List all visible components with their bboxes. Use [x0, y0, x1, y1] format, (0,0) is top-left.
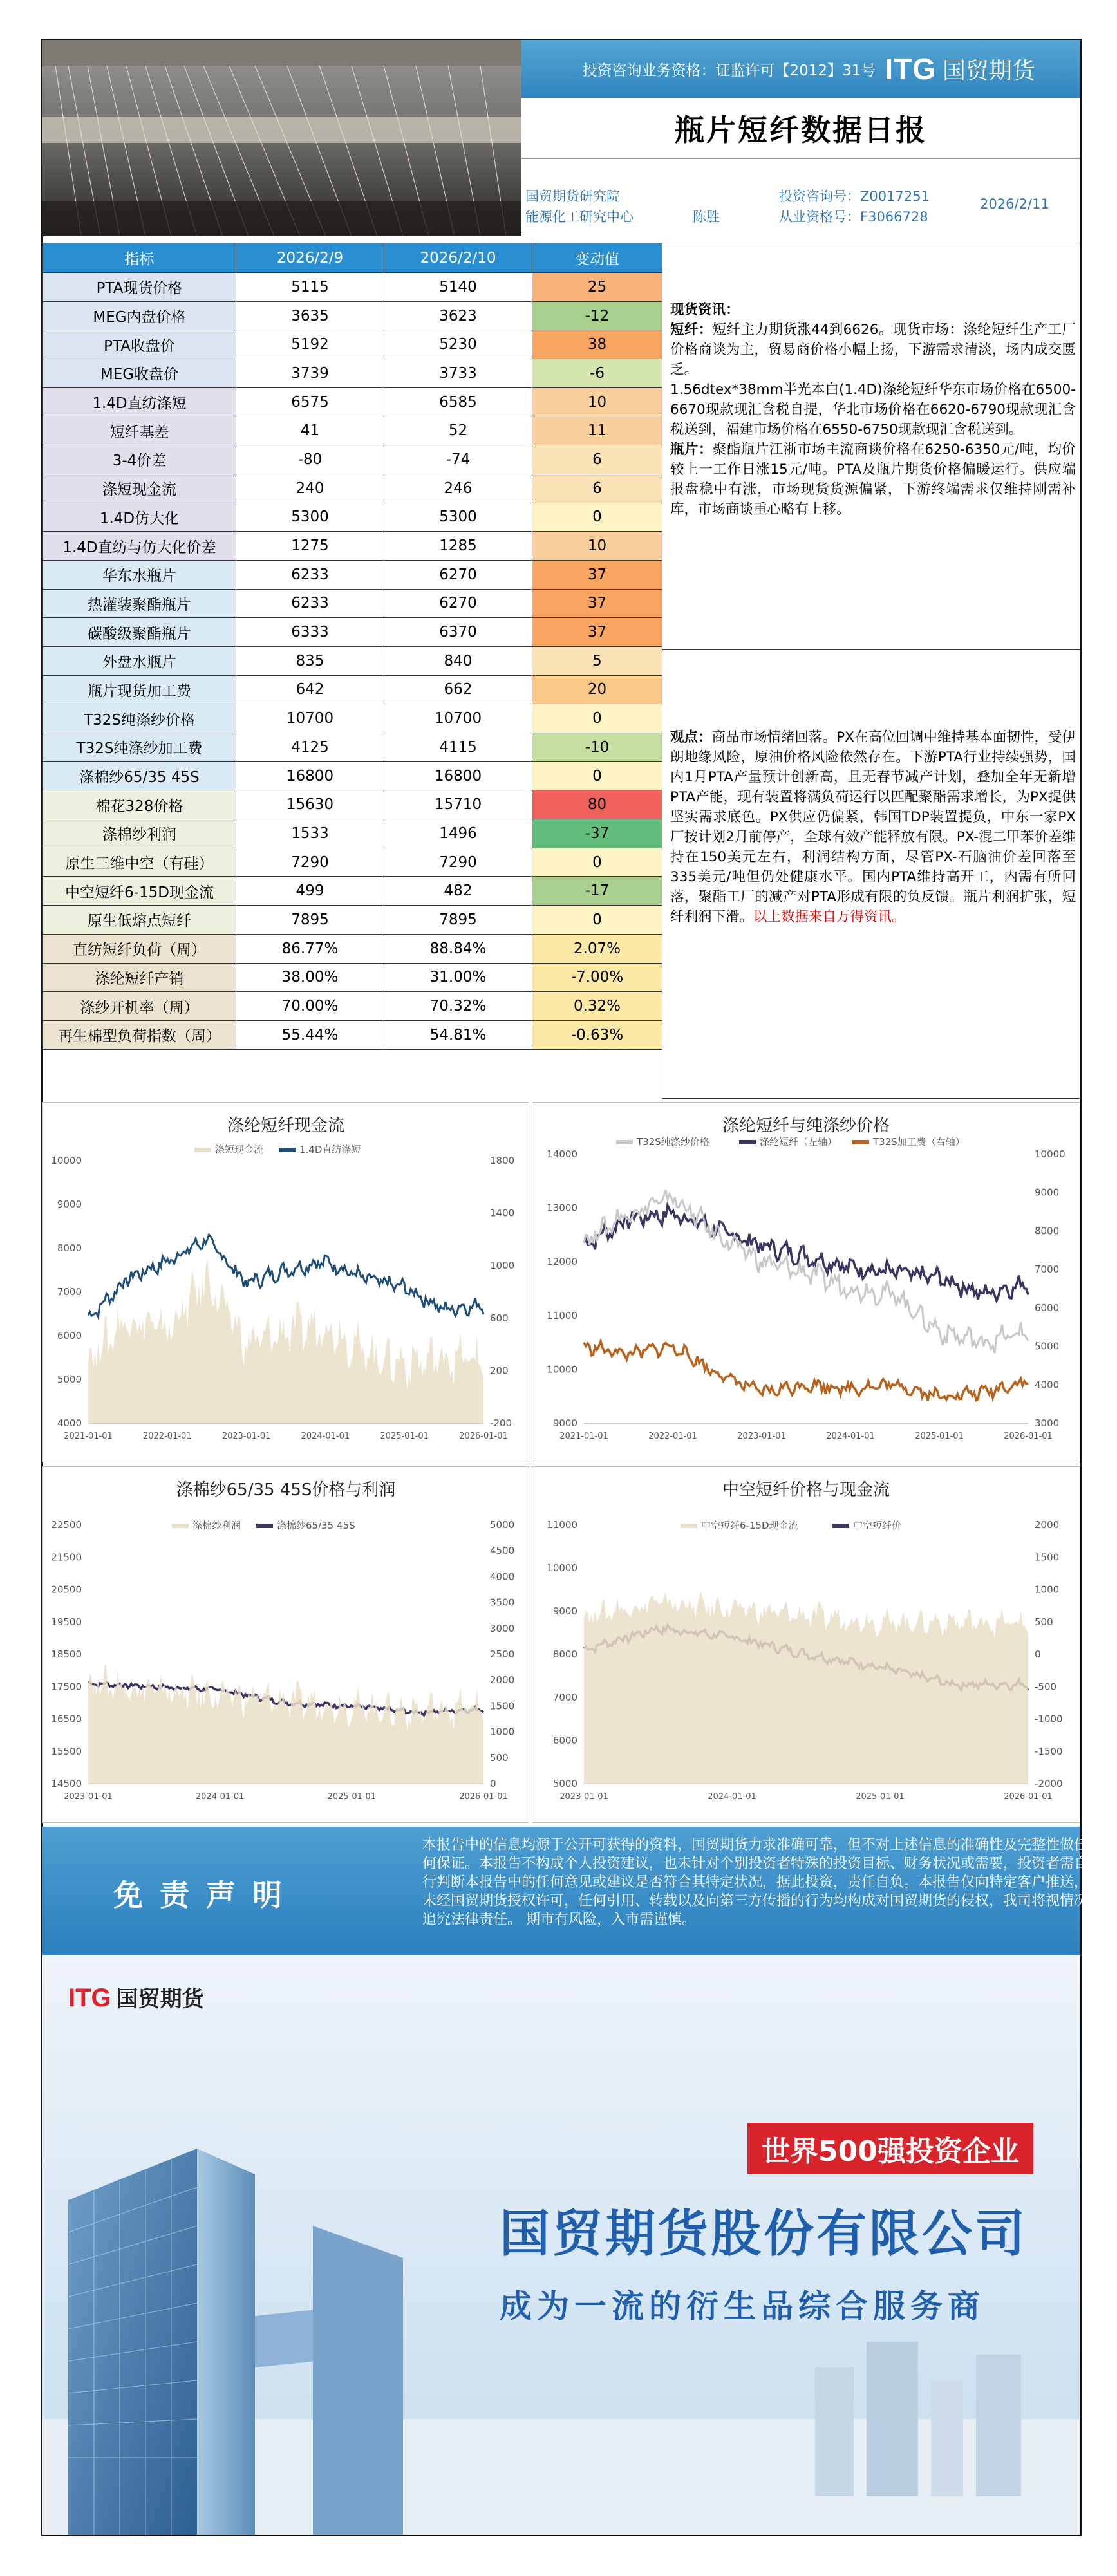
table-row	[43, 273, 662, 302]
table-row	[43, 848, 662, 877]
loom-image	[42, 40, 521, 236]
table-row	[43, 646, 662, 675]
right-tick-label: 1500	[490, 1700, 515, 1712]
row-name: 原生三维中空（有硅）	[43, 848, 236, 877]
legend-label: 涤棉纱利润	[192, 1520, 241, 1531]
row-change: 38	[532, 330, 662, 359]
row-value-date1: 3635	[236, 301, 384, 330]
left-tick-label: 21500	[51, 1551, 82, 1563]
table-header-row	[43, 243, 662, 273]
row-name: 热灌装聚酯瓶片	[43, 589, 236, 618]
row-value-date1: 38.00%	[236, 963, 384, 992]
left-tick-label: 9000	[57, 1199, 82, 1210]
header-date-2: 2026/2/10	[384, 243, 532, 273]
legend-label: 涤纶短纤（左轴）	[760, 1136, 838, 1148]
table-row	[43, 330, 662, 359]
row-value-date1: 16800	[236, 761, 384, 790]
row-value-date1: -80	[236, 445, 384, 474]
row-value-date2: 54.81%	[384, 1020, 532, 1049]
row-change: 0	[532, 761, 662, 790]
legend-label: 1.4D直纺涤短	[299, 1144, 361, 1155]
left-tick-label: 14000	[547, 1148, 577, 1160]
right-tick-label: 2500	[490, 1648, 515, 1660]
disclaimer-title: 免责声明	[113, 1878, 299, 1912]
view-commentary	[662, 649, 1080, 1099]
row-value-date2: 7290	[384, 848, 532, 877]
row-value-date1: 240	[236, 474, 384, 503]
left-tick-label: 6000	[57, 1330, 82, 1341]
left-tick-label: 17500	[51, 1681, 82, 1693]
table-row	[43, 503, 662, 532]
x-tick-label: 2023-01-01	[64, 1792, 113, 1802]
row-value-date1: 3739	[236, 359, 384, 388]
right-tick-label: 1400	[490, 1207, 515, 1219]
left-tick-label: 10000	[547, 1363, 577, 1376]
x-tick-label: 2026-01-01	[459, 1432, 508, 1441]
right-tick-label: -1000	[1035, 1713, 1063, 1725]
right-tick-label: 600	[490, 1312, 509, 1324]
footer-logo	[68, 1981, 204, 2013]
right-tick-label: 1000	[1035, 1583, 1060, 1596]
left-tick-label: 11000	[547, 1519, 577, 1531]
row-value-date2: 6270	[384, 560, 532, 589]
right-tick-label: 9000	[1035, 1186, 1060, 1199]
disclaimer-text: 本报告中的信息均源于公开可获得的资料，国贸期货力求准确可靠，但不对上述信息的准确性及完整性做任何保证。本报告不构成个人投资建议，也未针对个别投资者特殊的投资目标、财务状况或需要，投资者需自行判断本报告中的任何意见或建议是否符合其特定状况，据此投资，责任自负。本报告仅向特定客户推送，未经国贸期货授权许可，任何引用、转载以及向第三方传播的行为均构成对国贸期货的侵权，我司将视情况追究法律责任。 期市有风险，入市需谨慎。	[422, 1837, 1089, 1928]
left-tick-label: 4000	[57, 1417, 82, 1429]
itg-logo: ITG	[885, 52, 936, 86]
row-change: 0	[532, 503, 662, 532]
row-value-date1: 4125	[236, 733, 384, 762]
right-tick-label: 1800	[490, 1155, 515, 1166]
spot-title: 现货资讯：	[670, 302, 740, 318]
staple-text-2: 1.56dtex*38mm半光本白(1.4D)涤纶短纤华东市场价格在6500-6670现款现汇含税自提，华北市场价格在6620-6790现款现汇含税送到，福建市场价格在6550-6750现款现汇含税送到。	[670, 382, 1076, 438]
header-change: 变动值	[532, 243, 662, 273]
x-tick-label: 2022-01-01	[143, 1432, 192, 1441]
left-tick-label: 8000	[57, 1242, 82, 1254]
x-tick-label: 2024-01-01	[195, 1792, 245, 1802]
row-change: 6	[532, 445, 662, 474]
license-text: 投资咨询业务资格：证监许可【2012】31号	[582, 62, 876, 79]
row-value-date2: 7895	[384, 906, 532, 935]
table-row	[43, 618, 662, 647]
row-name: 3-4价差	[43, 445, 236, 474]
row-name: MEG收盘价	[43, 359, 236, 388]
chart-title: 涤棉纱65/35 45S价格与利润	[176, 1480, 396, 1500]
table-row	[43, 877, 662, 906]
left-tick-label: 8000	[552, 1648, 577, 1660]
legend-label: 中空短纤6-15D现金流	[701, 1520, 798, 1531]
legend-swatch	[739, 1140, 756, 1144]
itg-logo-cn: 国贸期货	[942, 57, 1035, 84]
row-name: T32S纯涤纱加工费	[43, 733, 236, 762]
left-tick-label: 12000	[547, 1256, 577, 1268]
table-row	[43, 963, 662, 992]
row-value-date2: 70.32%	[384, 992, 532, 1021]
x-tick-label: 2025-01-01	[327, 1792, 377, 1802]
table-row	[43, 532, 662, 561]
row-name: 1.4D直纺涤短	[43, 387, 236, 416]
row-name: 华东水瓶片	[43, 560, 236, 589]
row-name: 涤纱开机率（周）	[43, 992, 236, 1021]
legend-swatch	[172, 1524, 189, 1528]
row-name: 涤棉纱65/35 45S	[43, 761, 236, 790]
row-name: 涤棉纱利润	[43, 819, 236, 848]
row-change: 10	[532, 387, 662, 416]
chart-svg	[532, 1103, 1080, 1462]
left-tick-label: 19500	[51, 1616, 82, 1628]
right-tick-label: 4000	[1035, 1379, 1060, 1391]
row-change: 20	[532, 675, 662, 704]
table-row	[43, 560, 662, 589]
row-value-date1: 15630	[236, 790, 384, 819]
area-series-1	[88, 1259, 483, 1423]
row-value-date1: 1275	[236, 532, 384, 561]
left-tick-label: 6000	[552, 1735, 577, 1746]
right-tick-label: 5000	[1035, 1340, 1060, 1352]
row-name: 1.4D仿大化	[43, 503, 236, 532]
table-row	[43, 790, 662, 819]
row-name: 瓶片现货加工费	[43, 675, 236, 704]
table-row	[43, 301, 662, 330]
bottle-label: 瓶片：	[670, 442, 713, 458]
row-name: 中空短纤6-15D现金流	[43, 877, 236, 906]
row-value-date2: 3623	[384, 301, 532, 330]
row-value-date1: 10700	[236, 704, 384, 733]
table-row	[43, 359, 662, 388]
row-change: 80	[532, 790, 662, 819]
x-tick-label: 2026-01-01	[1004, 1432, 1053, 1441]
row-change: 0	[532, 704, 662, 733]
row-change: 37	[532, 589, 662, 618]
indicator-table	[42, 243, 662, 1050]
right-tick-label: 200	[490, 1365, 509, 1377]
view-text: 商品市场情绪回落。PX在高位回调中维持基本面韧性，受伊朗地缘风险，原油价格风险依然存在。下游PTA行业持续强势，国内1月PTA产量预计创新高，且无春节减产计划，叠加全年无新增PTA产能，现有装置将满负荷运行以匹配聚酯需求增长，为PX提供坚实需求底色。PX供应仍偏紧，韩国TDP装置提负，中东一家PX厂按计划2月前停产，全球有效产能释放有限。PX-混二甲苯价差维持在150美元左右，利润结构方面，尽管PX-石脑油价差回落至335美元/吨但仍处健康水平。国内PTA维持高开工，内需有所回落，聚酯工厂的减产对PTA形成有限的负反馈。瓶片利润扩张，短纤利润下滑。	[670, 729, 1076, 925]
table-row	[43, 934, 662, 963]
row-value-date2: 482	[384, 877, 532, 906]
legend-swatch	[681, 1524, 697, 1528]
header-date-1: 2026/2/9	[236, 243, 384, 273]
table-row	[43, 992, 662, 1021]
right-tick-label: 1000	[490, 1726, 515, 1738]
row-change: -17	[532, 877, 662, 906]
company-name: 国贸期货股份有限公司	[500, 2205, 1028, 2263]
consult-number: 投资咨询号：Z0017251	[779, 189, 930, 204]
legend-label: 涤棉纱65/35 45S	[277, 1520, 355, 1531]
row-value-date2: 662	[384, 675, 532, 704]
table-row	[43, 761, 662, 790]
x-tick-label: 2022-01-01	[648, 1432, 697, 1441]
table-row	[43, 704, 662, 733]
row-value-date1: 6333	[236, 618, 384, 647]
row-value-date2: 6270	[384, 589, 532, 618]
x-tick-label: 2026-01-01	[459, 1792, 508, 1802]
left-tick-label: 10000	[51, 1155, 82, 1166]
x-tick-label: 2024-01-01	[301, 1432, 350, 1441]
right-tick-label: 3500	[490, 1596, 515, 1609]
legend-label: 中空短纤价	[853, 1520, 902, 1531]
left-tick-label: 5000	[552, 1778, 577, 1789]
disclaimer-bar	[42, 1827, 1089, 1955]
practice-number: 从业资格号：F3066728	[779, 209, 928, 225]
legend-swatch	[852, 1140, 869, 1144]
row-change: -7.00%	[532, 963, 662, 992]
row-name: PTA收盘价	[43, 330, 236, 359]
chart-staple-yarn-price	[532, 1102, 1080, 1462]
row-name: 1.4D直纺与仿大化价差	[43, 532, 236, 561]
legend-label: T32S加工费（右轴）	[873, 1136, 965, 1148]
row-change: 2.07%	[532, 934, 662, 963]
left-tick-label: 14500	[51, 1778, 82, 1789]
row-value-date2: 840	[384, 646, 532, 675]
header-photo	[42, 40, 521, 236]
row-value-date2: 6585	[384, 387, 532, 416]
row-value-date2: -74	[384, 445, 532, 474]
staple-text: 短纤主力期货涨44到6626。现货市场：涤纶短纤生产工厂价格商谈为主，贸易商价格小幅上扬，下游需求清淡，场内成交匮乏。	[670, 322, 1076, 378]
legend-swatch	[256, 1524, 273, 1528]
right-tick-label: -500	[1035, 1681, 1057, 1693]
table-row	[43, 906, 662, 935]
row-change: 0	[532, 848, 662, 877]
row-name: PTA现货价格	[43, 273, 236, 302]
row-value-date1: 7290	[236, 848, 384, 877]
row-value-date1: 6575	[236, 387, 384, 416]
row-value-date1: 642	[236, 675, 384, 704]
row-value-date2: 3733	[384, 359, 532, 388]
left-tick-label: 7000	[552, 1692, 577, 1703]
left-tick-label: 10000	[547, 1562, 577, 1574]
x-tick-label: 2024-01-01	[708, 1792, 756, 1802]
area-series-1	[584, 1591, 1028, 1784]
row-name: 涤纶短纤产销	[43, 963, 236, 992]
chart-svg	[43, 1467, 529, 1822]
row-value-date2: 1496	[384, 819, 532, 848]
header-indicator: 指标	[43, 243, 236, 273]
row-value-date1: 6233	[236, 560, 384, 589]
chart-blend-yarn-profit	[42, 1466, 529, 1823]
left-tick-label: 18500	[51, 1648, 82, 1660]
row-name: 短纤基差	[43, 416, 236, 445]
view-label: 观点：	[670, 729, 712, 745]
row-name: 涤短现金流	[43, 474, 236, 503]
row-value-date2: 246	[384, 474, 532, 503]
right-tick-label: 10000	[1035, 1148, 1065, 1160]
legend-label: T32S纯涤纱价格	[637, 1136, 709, 1148]
right-tick-label: -1500	[1035, 1745, 1063, 1757]
left-tick-label: 5000	[57, 1374, 82, 1385]
row-name: 碳酸级聚酯瓶片	[43, 618, 236, 647]
chart-svg	[43, 1103, 529, 1462]
right-tick-label: 4000	[490, 1571, 515, 1583]
chart-svg	[532, 1467, 1080, 1822]
table-row	[43, 589, 662, 618]
left-tick-label: 7000	[57, 1286, 82, 1298]
right-tick-label: 5000	[490, 1519, 515, 1531]
x-tick-label: 2023-01-01	[737, 1432, 786, 1441]
legend-swatch	[279, 1148, 296, 1152]
row-value-date2: 6370	[384, 618, 532, 647]
row-value-date2: 5300	[384, 503, 532, 532]
x-tick-label: 2021-01-01	[64, 1432, 113, 1441]
line-series-0	[88, 1235, 483, 1317]
row-name: 棉花328价格	[43, 790, 236, 819]
analyst-name: 陈胜	[693, 209, 720, 225]
row-change: -6	[532, 359, 662, 388]
right-tick-label: 500	[490, 1751, 509, 1764]
x-tick-label: 2026-01-01	[1004, 1792, 1053, 1802]
left-tick-label: 9000	[552, 1417, 577, 1429]
footer-logo-cn: 国贸期货	[116, 1986, 204, 2012]
legend-swatch	[616, 1140, 633, 1144]
row-name: 再生棉型负荷指数（周）	[43, 1020, 236, 1049]
x-tick-label: 2025-01-01	[380, 1432, 429, 1441]
footer-banner	[42, 1955, 1080, 2535]
row-name: 直纺短纤负荷（周）	[43, 934, 236, 963]
chart-hollow-fiber	[532, 1466, 1080, 1823]
row-value-date2: 5140	[384, 273, 532, 302]
row-value-date1: 499	[236, 877, 384, 906]
center-name: 能源化工研究中心	[525, 209, 634, 225]
row-change: 0.32%	[532, 992, 662, 1021]
row-value-date1: 5300	[236, 503, 384, 532]
legend-label: 涤短现金流	[215, 1144, 264, 1155]
row-value-date2: 16800	[384, 761, 532, 790]
area-series-1	[88, 1665, 483, 1784]
report-date: 2026/2/11	[980, 196, 1049, 212]
right-tick-label: 2000	[490, 1674, 515, 1686]
left-tick-label: 9000	[552, 1605, 577, 1617]
row-value-date2: 5230	[384, 330, 532, 359]
x-tick-label: 2025-01-01	[856, 1792, 905, 1802]
right-tick-label: -2000	[1035, 1778, 1063, 1789]
table-row	[43, 416, 662, 445]
row-value-date1: 6233	[236, 589, 384, 618]
chart-title: 涤纶短纤现金流	[227, 1116, 345, 1135]
right-tick-label: 3000	[1035, 1417, 1060, 1429]
legend-swatch	[832, 1524, 849, 1528]
row-name: T32S纯涤纱价格	[43, 704, 236, 733]
staple-label: 短纤：	[670, 322, 713, 338]
fortune500-badge: 世界500强投资企业	[747, 2123, 1033, 2174]
right-tick-label: 1500	[1035, 1551, 1060, 1563]
table-row	[43, 733, 662, 762]
row-change: -0.63%	[532, 1020, 662, 1049]
left-tick-label: 16500	[51, 1713, 82, 1725]
row-value-date1: 7895	[236, 906, 384, 935]
x-tick-label: 2023-01-01	[221, 1432, 271, 1441]
x-tick-label: 2024-01-01	[826, 1432, 875, 1441]
right-tick-label: 6000	[1035, 1302, 1060, 1314]
row-value-date1: 55.44%	[236, 1020, 384, 1049]
left-tick-label: 11000	[547, 1309, 577, 1321]
row-value-date2: 88.84%	[384, 934, 532, 963]
footer-logo-mark: ITG	[68, 1984, 111, 2012]
row-value-date1: 5192	[236, 330, 384, 359]
right-tick-label: 500	[1035, 1616, 1053, 1628]
x-tick-label: 2021-01-01	[559, 1432, 608, 1441]
table-row	[43, 819, 662, 848]
row-change: -10	[532, 733, 662, 762]
row-change: 10	[532, 532, 662, 561]
left-tick-label: 15500	[51, 1745, 82, 1757]
row-change: 0	[532, 906, 662, 935]
institute-name: 国贸期货研究院	[525, 189, 620, 204]
row-change: -37	[532, 819, 662, 848]
left-tick-label: 20500	[51, 1583, 82, 1596]
row-change: 11	[532, 416, 662, 445]
left-tick-label: 22500	[51, 1519, 82, 1531]
right-tick-label: 0	[490, 1778, 496, 1789]
row-value-date1: 5115	[236, 273, 384, 302]
chart-title: 涤纶短纤与纯涤纱价格	[722, 1116, 890, 1135]
chart-title: 中空短纤价格与现金流	[722, 1480, 890, 1500]
row-value-date2: 10700	[384, 704, 532, 733]
row-change: 5	[532, 646, 662, 675]
row-value-date1: 1533	[236, 819, 384, 848]
line-series-2	[584, 1341, 1028, 1401]
row-change: -12	[532, 301, 662, 330]
right-tick-label: 0	[1035, 1648, 1041, 1660]
right-tick-label: 8000	[1035, 1225, 1060, 1237]
row-value-date2: 52	[384, 416, 532, 445]
right-tick-label: 2000	[1035, 1519, 1060, 1531]
table-row	[43, 445, 662, 474]
chart-staple-cashflow	[42, 1102, 529, 1462]
row-name: 原生低熔点短纤	[43, 906, 236, 935]
report-title: 瓶片短纤数据日报	[521, 98, 1080, 159]
row-value-date1: 70.00%	[236, 992, 384, 1021]
left-tick-label: 13000	[547, 1202, 577, 1214]
spot-commentary	[662, 243, 1080, 649]
row-value-date2: 31.00%	[384, 963, 532, 992]
row-value-date1: 41	[236, 416, 384, 445]
table-row	[43, 387, 662, 416]
row-change: 25	[532, 273, 662, 302]
right-tick-label: 4500	[490, 1545, 515, 1557]
x-tick-label: 2023-01-01	[559, 1792, 608, 1802]
row-value-date1: 835	[236, 646, 384, 675]
row-name: 外盘水瓶片	[43, 646, 236, 675]
table-row	[43, 1020, 662, 1049]
line-series-0	[584, 1205, 1028, 1301]
data-source-note: 以上数据来自万得资讯。	[753, 909, 906, 925]
row-change: 37	[532, 618, 662, 647]
company-slogan: 成为一流的衍生品综合服务商	[500, 2288, 985, 2325]
right-tick-label: 3000	[490, 1622, 515, 1634]
row-change: 6	[532, 474, 662, 503]
right-tick-label: 7000	[1035, 1264, 1060, 1276]
bottle-text: 聚酯瓶片江浙市场主流商谈价格在6250-6350元/吨，均价较上一工作日涨15元/吨。PTA及瓶片期货价格偏暖运行。供应端报盘稳中有涨，市场现货货源偏紧，下游终端需求仅维持刚需补库，市场商谈重心略有上移。	[670, 442, 1076, 518]
x-tick-label: 2025-01-01	[915, 1432, 964, 1441]
row-name: MEG内盘价格	[43, 301, 236, 330]
row-value-date2: 15710	[384, 790, 532, 819]
row-value-date2: 1285	[384, 532, 532, 561]
table-body	[43, 273, 662, 1050]
info-block	[521, 159, 1080, 236]
row-value-date1: 86.77%	[236, 934, 384, 963]
table-row	[43, 675, 662, 704]
right-tick-label: 1000	[490, 1260, 515, 1272]
banner-bar	[521, 40, 1080, 98]
table-row	[43, 474, 662, 503]
row-change: 37	[532, 560, 662, 589]
legend-swatch	[194, 1148, 211, 1152]
right-tick-label: -200	[490, 1417, 512, 1429]
row-value-date2: 4115	[384, 733, 532, 762]
